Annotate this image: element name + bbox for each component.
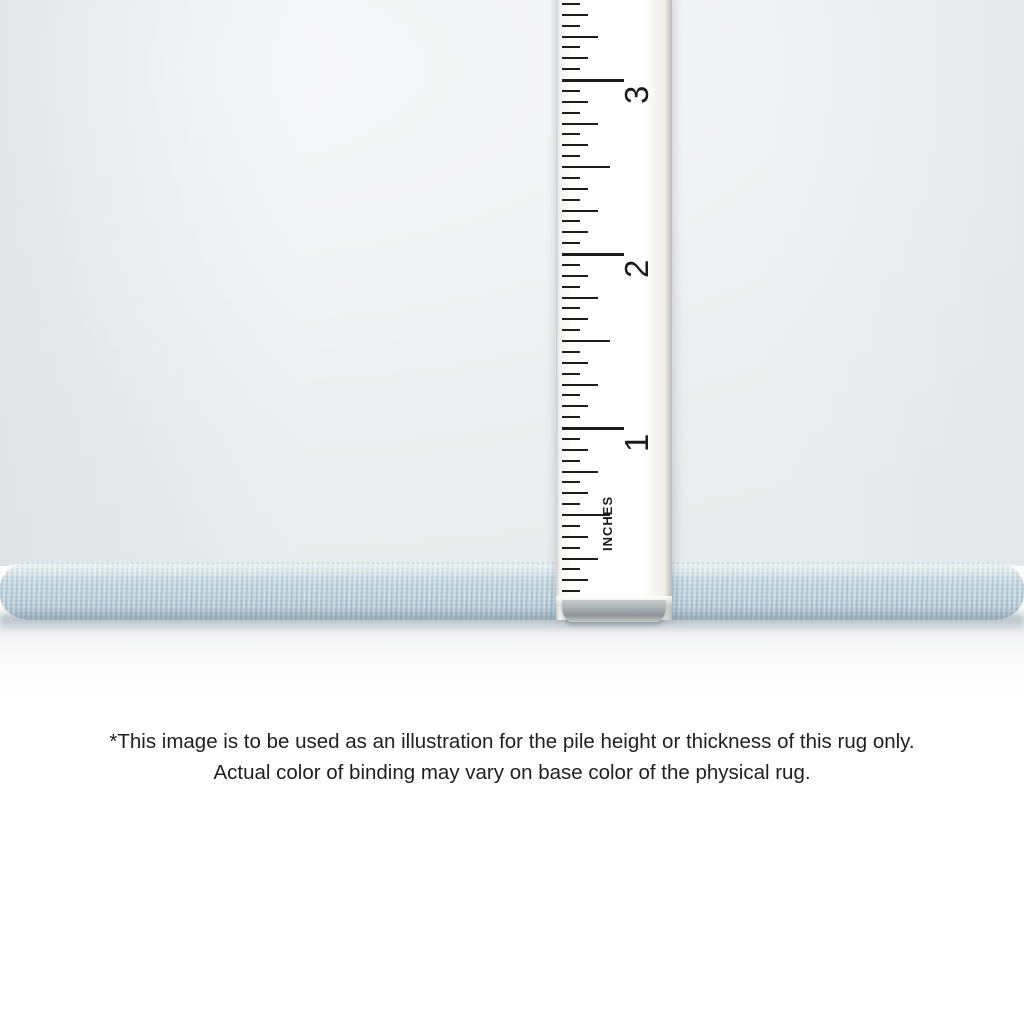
ruler-tick <box>562 427 624 430</box>
tape-measure <box>556 0 672 620</box>
ruler-tick <box>562 329 580 331</box>
floor-surface <box>0 625 1024 700</box>
ruler-tick <box>562 231 588 233</box>
rug-contact-shadow <box>0 612 1024 634</box>
ruler-tick <box>562 405 588 407</box>
ruler-tick <box>562 547 580 549</box>
tape-number-3: 3 <box>618 85 655 104</box>
ruler-tick <box>562 394 580 396</box>
ruler-tick <box>562 253 624 256</box>
ruler-tick <box>562 133 580 135</box>
ruler-tick <box>562 199 580 201</box>
ruler-tick <box>562 286 580 288</box>
ruler-tick <box>562 46 580 48</box>
ruler-tick <box>562 438 580 440</box>
ruler-tick <box>562 579 588 581</box>
ruler-tick <box>562 220 580 222</box>
ruler-tick <box>562 362 588 364</box>
caption-line-1: *This image is to be used as an illustration for the pile height or thickness of this rug only. <box>109 730 915 753</box>
ruler-tick <box>562 90 580 92</box>
ruler-tick <box>562 318 588 320</box>
ruler-tick <box>562 188 588 190</box>
ruler-tick <box>562 275 588 277</box>
ruler-tick <box>562 297 598 299</box>
ruler-tick <box>562 416 580 418</box>
ruler-tick <box>562 568 580 570</box>
ruler-tick <box>562 384 598 386</box>
ruler-tick <box>562 340 610 342</box>
ruler-tick <box>562 123 598 125</box>
ruler-tick <box>562 14 588 16</box>
tape-number-2: 2 <box>618 259 655 278</box>
ruler-tick <box>562 36 598 38</box>
ruler-tick <box>562 155 580 157</box>
ruler-tick <box>562 79 624 82</box>
ruler-tick <box>562 101 588 103</box>
tape-inches-label: INCHES <box>600 495 615 551</box>
ruler-tick <box>562 264 580 266</box>
caption-line-2: Actual color of binding may vary on base color of the physical rug. <box>213 761 811 784</box>
ruler-tick <box>562 307 580 309</box>
ruler-tick <box>562 144 588 146</box>
ruler-tick <box>562 25 580 27</box>
ruler-tick <box>562 57 588 59</box>
ruler-tick <box>562 558 598 560</box>
ruler-tick <box>562 3 580 5</box>
ruler-tick <box>562 481 580 483</box>
ruler-tick <box>562 503 580 505</box>
ruler-tick <box>562 373 580 375</box>
tape-number-1: 1 <box>618 433 655 452</box>
backdrop-shadow-left <box>0 0 300 566</box>
ruler-tick <box>562 112 580 114</box>
backdrop-shadow-right <box>764 0 1024 566</box>
ruler-tick <box>562 525 580 527</box>
ruler-tick <box>562 460 580 462</box>
ruler-tick <box>562 351 580 353</box>
ruler-tick <box>562 242 580 244</box>
tape-metal-tip <box>562 600 666 622</box>
ruler-tick <box>562 166 610 168</box>
ruler-tick <box>562 536 588 538</box>
ruler-tick <box>562 492 588 494</box>
disclaimer-caption <box>0 726 1024 788</box>
ruler-tick <box>562 449 588 451</box>
ruler-tick <box>562 177 580 179</box>
ruler-tick <box>562 68 580 70</box>
ruler-tick <box>562 590 580 592</box>
ruler-tick <box>562 471 598 473</box>
rug-top-highlight <box>0 564 1024 580</box>
ruler-tick <box>562 210 598 212</box>
